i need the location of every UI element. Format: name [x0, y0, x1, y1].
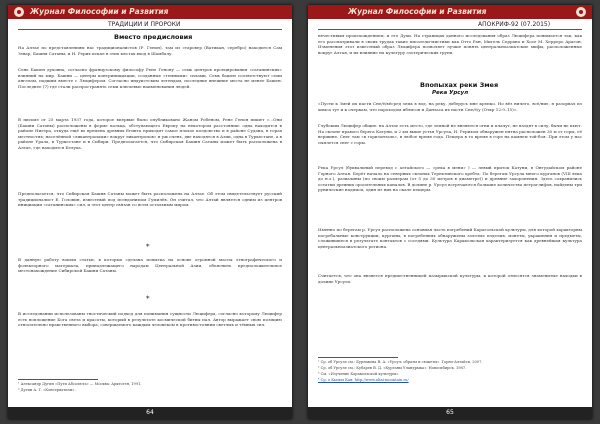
logo-icon	[576, 7, 586, 17]
right-heading: Впопыхах реки Змея	[420, 81, 499, 89]
right-header-bar	[308, 5, 592, 19]
right-footnote-3: ³ См. «Изучение Каракольской культуры».	[318, 372, 400, 376]
right-paragraph-4: Именно по берегам р. Урсул расположена основная часть погребений Карагольской культуры, для которой характерны погребальные конструкции, курганы, в погребениях обнаружены золотые изделия, монеты, украшения и предметы, сложившиеся в результате контактов с соседями. Культура Каракольская характеризуется как древнейшая культура центральноазиатского региона.	[318, 227, 582, 249]
left-paragraph-5: В данную работу вошли статьи, в которых сделана попытка на основе огромной массы этнографического и фольклорного материала, принадлежащего народам Центральной Азии, объяснить предположительное местонахождение Сибирской Башни Сатаны.	[18, 257, 282, 274]
left-paragraph-1: На Алтае по представлениям нас традиционалистов (Р. Генон), там из старовер (Ватикан, серебро) находится Сам Зевар, Башня Сатаны, и Н. Рерих искал в этих местах вход в Шамбалу.	[18, 45, 282, 56]
right-page	[308, 5, 592, 419]
left-rule	[18, 29, 282, 30]
right-footnote-1: ¹ Ср. об Урсуле см.: Бурнакова В. А. «Урсул: образы и сюжеты». Горно-Алтайск, 2007.	[318, 360, 483, 364]
section-separator-1: *	[146, 243, 150, 251]
right-top-paragraph: нечестивым происхождением, и его Духи. На страницах данного исследования образ Люцифера понимается так, как его рассматривали в своих трудах такие писатели-мистики как Отто Ран, Мигель Серрано и Хосе М. Херреро Арагон. Изменения этот известный образ Люцифера позволяет лучше понять центральноазиатские мифы, расположенные вокруг Алтая, и их влияние на культуру эзотерических групп.	[318, 33, 582, 55]
left-header-title: Журнал Философии и Развития	[30, 7, 169, 16]
left-page	[8, 5, 292, 419]
right-subheading: Река Урсул	[432, 90, 469, 96]
right-paragraph-2: Глубоким Люцифер общие: на Алтае есть место, где земной не являются огни и плачут, не взодят в силу, бычи не пьют. На склоне правого берега Катуни, и 2 км выше устья Урсула, Н. Рерихом обнаружен пятна расположен 30 м от горы, её вершине. Снег там «в горизонталь», в любое время года. Пещера в то время в горе на камнем той-боя. При этом у нас сыплется снег с горы.	[318, 123, 582, 145]
footnote-rule	[18, 379, 98, 380]
right-paragraph-3: Река Урсул (буквальный перевод с алтайского — «река в мени» ) — левый приток Катуни, в Онгудайском районе Горного Алтая. Берёт начало на северных склонах Теректинского хребта. По берегам Урсула много курганов (VIII века до н.э.), развалины (по своим размерам (от 5 до 30 метров в диаметре)) и древние захоронения. Здесь сохранились остатки древних оросительных каналов. В долине р. Урсул встречаются большие количества петроглифов, найдены три рунические надписи, один из них на скале пещеры.	[318, 165, 582, 193]
left-heading: Вместо предисловия	[114, 33, 193, 41]
footnote-rule	[318, 357, 398, 358]
left-page-number: 64	[146, 409, 154, 416]
left-paragraph-4: Предполагается, что Сибирская Башня Сатаны может быть расположена на Алтае. Об этом свидетельствует русский традиционалист Е. Головин, известный под псевдонимом Гумилёв. Он считал, что Алтай является одним из центров инициации «сатанинских» сил, и этот центр связан со всем остальным миром.	[18, 191, 282, 208]
right-issue-label: АПОКРИФ-92 (07.2015)	[478, 21, 551, 28]
logo-icon	[14, 7, 24, 17]
right-footer-bar	[308, 407, 592, 419]
left-header-bar	[8, 5, 292, 19]
left-paragraph-6: В исследовании использованы гностический подход для понимания сущности Люцифера, согласно которому Люцифер есть воплощение Бога света и красоты, который в результате космической битвы пал. Автор выражает свою позицию относительно нравственного выбора, совершаемого каждым человеком в противостоянии светлых и тёмных сил.	[18, 311, 282, 328]
section-separator-2: *	[146, 295, 150, 303]
right-header-title: Журнал Философии и Развития	[348, 7, 487, 16]
right-rule	[318, 29, 582, 30]
left-footnote-1: ¹ Александр Дугин «Пути Абсолюта» — Москва: Арктогея, 1991.	[18, 382, 142, 386]
left-footnote-2: ² Дугин А. Г. «Консерватизм».	[18, 388, 76, 392]
right-footnote-link[interactable]: ⁴ Ср. о Кызыл Кая: http://www.altai-mountain.ru/	[318, 378, 409, 382]
left-section-label: ТРАДИЦИИ И ПРОРОКИ	[108, 21, 181, 28]
right-page-number: 65	[446, 409, 454, 416]
left-footer-bar	[8, 407, 292, 419]
right-footnote-2: ² Ср. об Урсуле см.: Кубарев В. Д. «Курганы Уландрыка». Новосибирск, 1987.	[318, 366, 467, 370]
left-paragraph-3: В письме от 25 марта 1937 года, которое впервые было опубликовано Жаном Робеном, Рене Генон пишет «...Они (Башни Сатаны) расположены в форме кольца, обступающего Европу на некотором расстоянии: одна находится в районе Нигера, откуда ещё во времена древних Египта приходит самое плохое колдовство и в районе Судана, в горах местностях; населённой «ликантропами» вокруг ликантропов» и уж очень, две находятся в Азии, одна в Туркестане, а в районе Урала, в Туркестане и в Сибири. Предполагается, что Сибирская Башня Сатаны может быть расположена в Алтае, где находится Белуха.	[18, 117, 282, 150]
right-paragraph-1: «Пусти к Змей их пасти Сне/ё/вёсред земь в вод, на реку, доберусь мне крепко. Но вёз ничего, всё/ние, я разорвал из химса тут и к очеркам, что пароходом иблисов и Данзаса их пасти Сне/ё/у (Откр 12:9–15)».	[318, 101, 582, 112]
right-paragraph-5: Считается, что она является предшественницей пазырыкской культуры, к которой относятся знаменитые находки в долине Урсула.	[318, 273, 582, 284]
left-paragraph-2: Сень Башен духовна, согласно французскому философу Рене Генону — семь центров проецирования «сатанинских» влияний на мир. Башни — центры контринициации, созданные «темными» силами. Семь башен соответствуют семи ангелам, падшим вместе с Люцифером. Согласно индуистским легендам, последние внешние места не менее Башен. Последнее (7) где стали распространять семи ключевые наименования людей.	[18, 67, 282, 89]
